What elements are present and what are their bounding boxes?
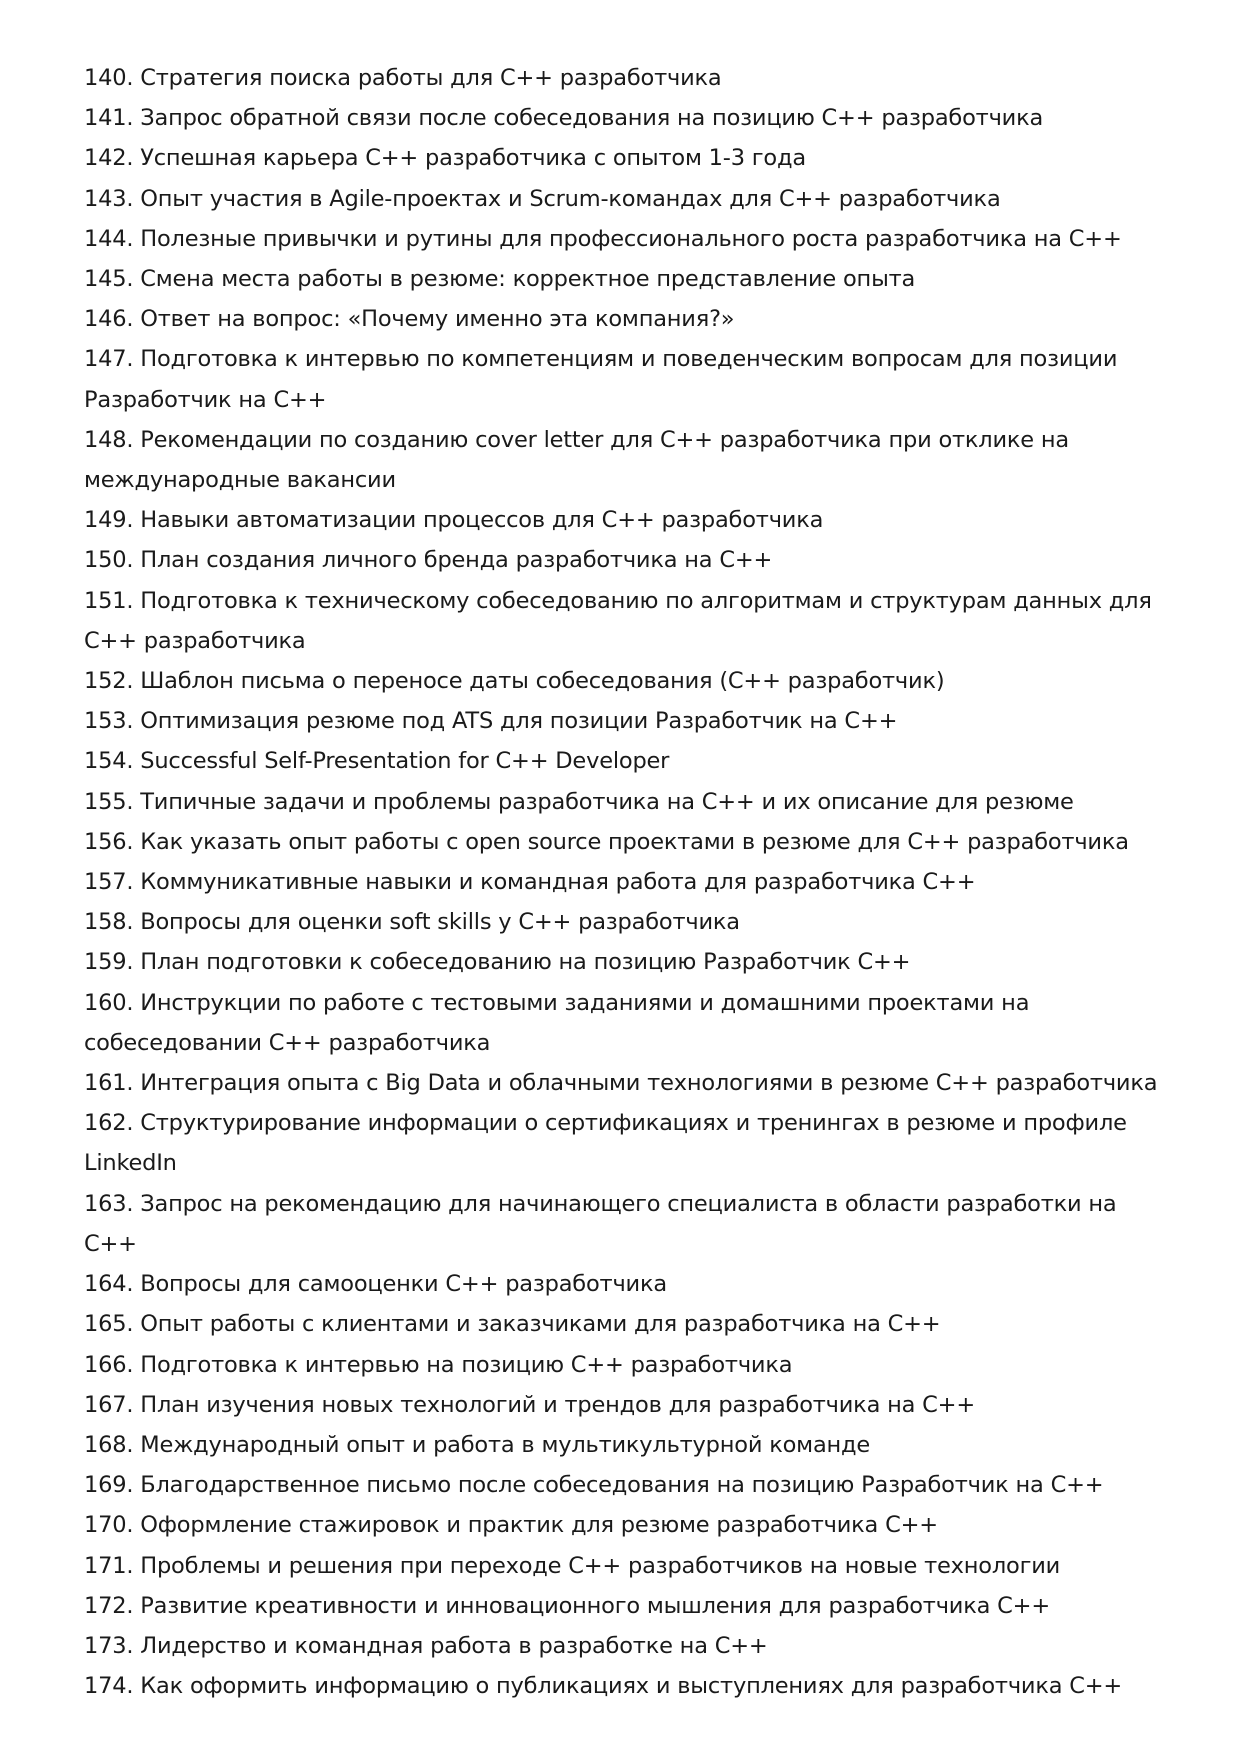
list-item: 154. Successful Self-Presentation for C++ Developer xyxy=(84,748,670,775)
list-item: 165. Опыт работы с клиентами и заказчиками для разработчика на C++ xyxy=(84,1311,941,1338)
list-item: 163. Запрос на рекомендацию для начинающего специалиста в области разработки на C++ xyxy=(84,1190,1117,1257)
list-item: 145. Смена места работы в резюме: корректное представление опыта xyxy=(84,266,916,293)
list-item: 150. План создания личного бренда разработчика на C++ xyxy=(84,547,773,574)
list-item: 164. Вопросы для самооценки C++ разработчика xyxy=(84,1271,667,1298)
document-page xyxy=(84,58,1164,1706)
list-item: 173. Лидерство и командная работа в разработке на C++ xyxy=(84,1632,768,1659)
list-item: 170. Оформление стажировок и практик для резюме разработчика C++ xyxy=(84,1512,938,1539)
list-item: 174. Как оформить информацию о публикациях и выступлениях для разработчика C++ xyxy=(84,1673,1123,1700)
list-item: 151. Подготовка к техническому собеседованию по алгоритмам и структурам данных для C++ разработчика xyxy=(84,587,1152,654)
list-item: 156. Как указать опыт работы с open source проектами в резюме для C++ разработчика xyxy=(84,828,1129,855)
list-item: 152. Шаблон письма о переносе даты собеседования (C++ разработчик) xyxy=(84,668,945,695)
list-item: 158. Вопросы для оценки soft skills у C++ разработчика xyxy=(84,909,740,936)
list-item: 153. Оптимизация резюме под ATS для позиции Разработчик на C++ xyxy=(84,708,898,735)
list-item: 168. Международный опыт и работа в мультикультурной команде xyxy=(84,1431,871,1458)
list-item: 149. Навыки автоматизации процессов для C++ разработчика xyxy=(84,507,824,534)
list-item: 167. План изучения новых технологий и трендов для разработчика на C++ xyxy=(84,1391,975,1418)
list-item: 172. Развитие креативности и инновационного мышления для разработчика C++ xyxy=(84,1592,1050,1619)
list-item: 144. Полезные привычки и рутины для профессионального роста разработчика на C++ xyxy=(84,225,1122,252)
topic-list xyxy=(84,58,1164,1706)
list-item: 166. Подготовка к интервью на позицию C++ разработчика xyxy=(84,1351,793,1378)
list-item: 157. Коммуникативные навыки и командная работа для разработчика C++ xyxy=(84,869,976,896)
list-item: 142. Успешная карьера C++ разработчика с опытом 1-3 года xyxy=(84,145,806,172)
list-item: 147. Подготовка к интервью по компетенциям и поведенческим вопросам для позиции Разработчик на C++ xyxy=(84,346,1118,413)
list-item: 159. План подготовки к собеседованию на позицию Разработчик C++ xyxy=(84,949,911,976)
list-item: 161. Интеграция опыта с Big Data и облачными технологиями в резюме C++ разработчика xyxy=(84,1070,1158,1097)
list-item: 155. Типичные задачи и проблемы разработчика на C++ и их описание для резюме xyxy=(84,788,1074,815)
list-item: 146. Ответ на вопрос: «Почему именно эта компания?» xyxy=(84,306,735,333)
list-item: 140. Стратегия поиска работы для C++ разработчика xyxy=(84,65,722,91)
list-item: 171. Проблемы и решения при переходе C++ разработчиков на новые технологии xyxy=(84,1552,1061,1579)
list-item: 143. Опыт участия в Agile-проектах и Scrum-командах для C++ разработчика xyxy=(84,185,1001,212)
list-item: 169. Благодарственное письмо после собеседования на позицию Разработчик на C++ xyxy=(84,1472,1104,1499)
list-item: 160. Инструкции по работе с тестовыми заданиями и домашними проектами на собеседовании C++ разработчика xyxy=(84,989,1030,1056)
list-item: 141. Запрос обратной связи после собеседования на позицию C++ разработчика xyxy=(84,105,1044,132)
list-item: 148. Рекомендации по созданию cover letter для C++ разработчика при отклике на международные вакансии xyxy=(84,426,1069,494)
list-item: 162. Структурирование информации о сертификациях и тренингах в резюме и профиле LinkedIn xyxy=(84,1110,1127,1177)
